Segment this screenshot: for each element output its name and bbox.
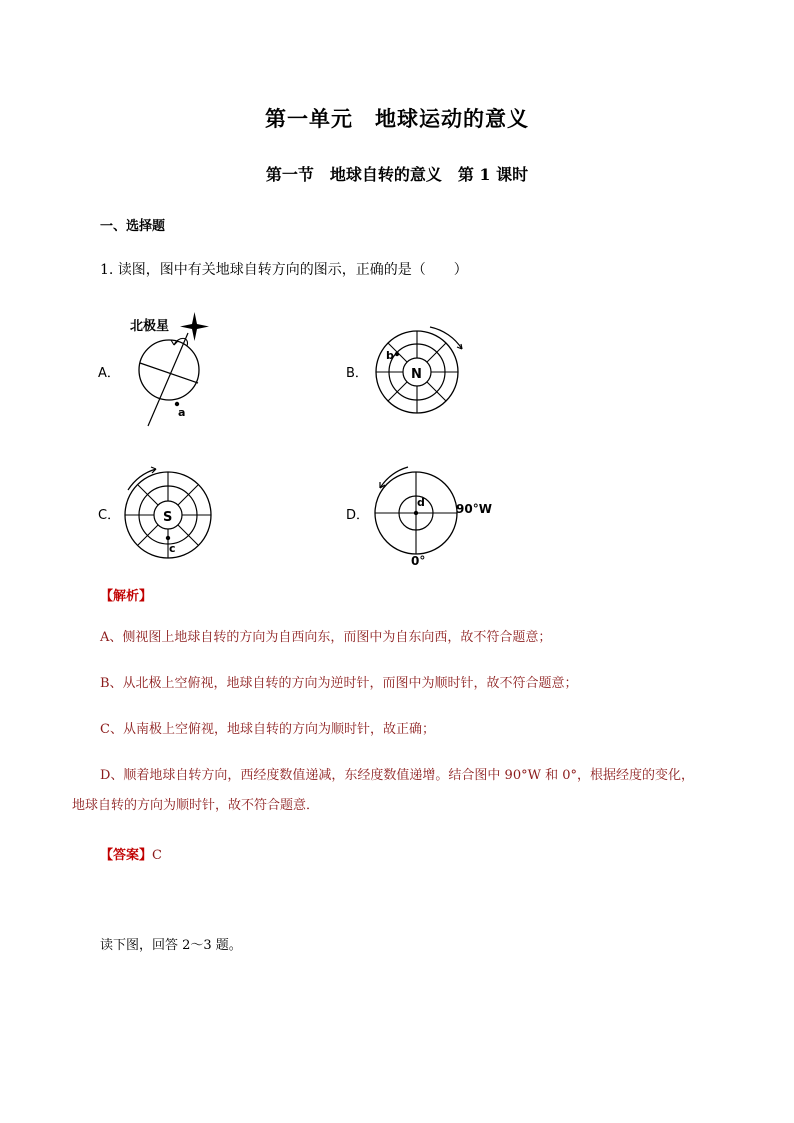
lesson-subtitle: 第一节 地球自转的意义 第 1 课时 — [265, 165, 529, 184]
equator-line — [140, 363, 198, 383]
question-1: 1. 读图，图中有关地球自转方向的图示，正确的是（ ） — [100, 262, 468, 278]
answer — [100, 844, 162, 863]
rotation-arrow-icon — [128, 469, 156, 490]
unit-title: 第一单元 地球运动的意义 — [265, 106, 529, 131]
analysis-line-d2: 地球自转的方向为顺时针，故不符合题意． — [72, 798, 320, 813]
read-instruction: 读下图，回答 2～3 题。 — [100, 938, 242, 953]
option-b-figure — [370, 322, 470, 422]
point-d-label: d — [417, 496, 425, 509]
point-c-label: c — [169, 542, 176, 555]
option-a-figure — [120, 308, 230, 433]
answer-value: C — [152, 848, 162, 863]
polaris-label: 北极星 — [130, 319, 170, 334]
option-a-label: A． — [98, 366, 120, 381]
option-d-label: D． — [346, 508, 370, 523]
analysis-line-d1: D、顺着地球自转方向，西经度数值递减，东经度数值递增。结合图中 90°W 和 0°，根据经度的变化， — [100, 768, 694, 783]
option-c-figure — [120, 462, 220, 567]
section-heading: 一、选择题 — [100, 219, 166, 234]
pole-s-label: S — [163, 510, 173, 525]
analysis-line-a: A、侧视图上地球自转的方向为自西向东，而图中为自东向西，故不符合题意； — [100, 630, 552, 645]
pole-n-label: N — [411, 367, 422, 382]
answer-tag: 【答案】 — [100, 848, 153, 863]
analysis-line-b: B、从北极上空俯视，地球自转的方向为逆时针，而图中为顺时针，故不符合题意； — [100, 676, 578, 691]
longitude-90w-label: 90°W — [456, 502, 492, 516]
option-b-label: B． — [346, 366, 368, 381]
earth-side-circle — [139, 340, 199, 400]
longitude-0-label: 0° — [411, 554, 426, 568]
point-a-label: a — [178, 406, 186, 419]
analysis-line-c: C、从南极上空俯视，地球自转的方向为顺时针，故正确； — [100, 722, 435, 737]
point-b-label: b — [386, 349, 394, 362]
rotation-arrow-icon — [430, 327, 462, 349]
option-d-figure — [370, 460, 500, 570]
polaris-star-icon — [180, 312, 209, 341]
option-c-label: C． — [98, 508, 121, 523]
analysis-tag: 【解析】 — [100, 589, 153, 604]
